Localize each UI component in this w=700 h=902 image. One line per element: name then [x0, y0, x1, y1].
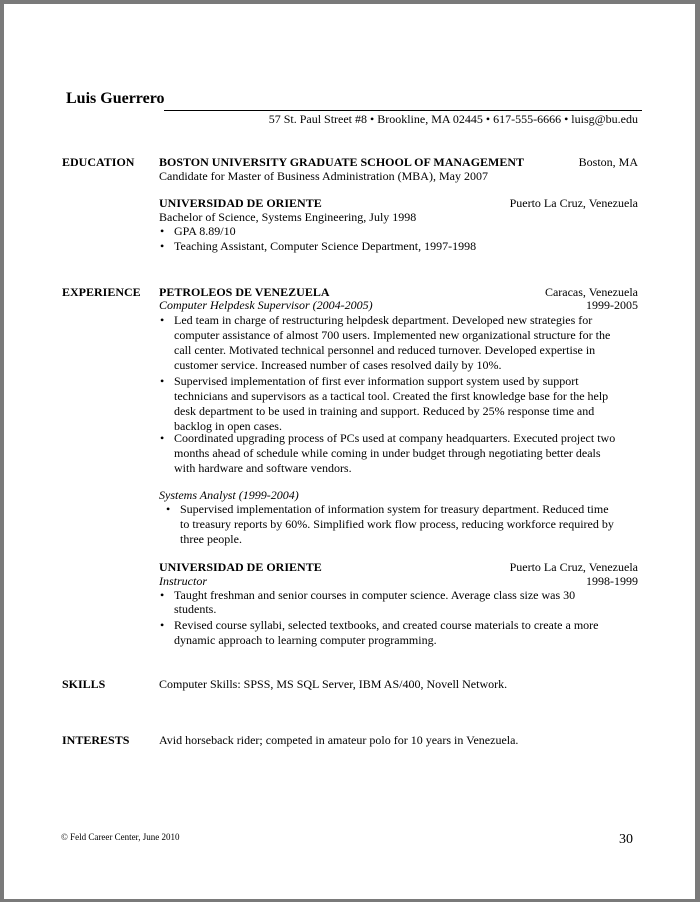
exp-bullet-line: Supervised implementation of first ever information support system used by support — [174, 374, 579, 388]
exp-bullet-line: Revised course syllabi, selected textbooks, and created course materials to create a more — [174, 618, 599, 632]
exp-bullet-line: students. — [174, 602, 217, 616]
edu-bullet-text: GPA 8.89/10 — [174, 224, 236, 238]
bullet: • — [160, 313, 165, 327]
exp-title-3: Instructor — [159, 574, 207, 588]
edu-location-2: Puerto La Cruz, Venezuela — [509, 196, 638, 210]
edu-bullet-text: Teaching Assistant, Computer Science Department, 1997-1998 — [174, 239, 477, 253]
exp-bullet-line: to treasury reports by 60%. Simplified work flow process, reducing workforce required by — [180, 517, 614, 531]
page-number: 30 — [619, 832, 633, 847]
resume-name: Luis Guerrero — [66, 90, 165, 107]
edu-org-2: UNIVERSIDAD DE ORIENTE — [159, 196, 322, 210]
edu-line-2: Bachelor of Science, Systems Engineering, July 1998 — [159, 210, 417, 224]
section-heading-experience: EXPERIENCE — [62, 285, 141, 299]
exp-bullet-line: months ahead of schedule while coming in under budget through negotiating better deals — [174, 446, 601, 460]
edu-location-1: Boston, MA — [578, 155, 638, 169]
exp-org-2: UNIVERSIDAD DE ORIENTE — [159, 560, 322, 574]
exp-bullet-line: with hardware and software vendors. — [174, 461, 352, 475]
bullet: • — [160, 618, 165, 632]
resume-page — [4, 4, 695, 899]
contact-line: 57 St. Paul Street #8 • Brookline, MA 02445 • 617-555-6666 • luisg@bu.edu — [268, 112, 638, 126]
header-rule — [164, 110, 642, 111]
bullet: • — [160, 431, 165, 445]
exp-org-1: PETROLEOS DE VENEZUELA — [159, 285, 330, 299]
exp-bullet-line: technicians and supervisors as a tactical tool. Created the first knowledge base for the help — [174, 389, 609, 403]
footer-copyright: © Feld Career Center, June 2010 — [61, 832, 180, 842]
bullet: • — [160, 239, 165, 253]
interests-text: Avid horseback rider; competed in amateur polo for 10 years in Venezuela. — [159, 733, 519, 747]
exp-bullet-line: Coordinated upgrading process of PCs used at company headquarters. Executed project two — [174, 431, 616, 445]
exp-bullet-line: desk department to be used in training and support. Reduced by 25% response time and — [174, 404, 595, 418]
edu-line-1: Candidate for Master of Business Administration (MBA), May 2007 — [159, 169, 488, 183]
exp-dates-2: 1998-1999 — [586, 574, 638, 588]
section-heading-skills: SKILLS — [62, 677, 106, 691]
exp-bullet-line: Taught freshman and senior courses in computer science. Average class size was 30 — [174, 588, 576, 602]
exp-bullet-line: dynamic approach to learning computer programming. — [174, 633, 437, 647]
exp-bullet-line: Supervised implementation of information system for treasury department. Reduced time — [180, 502, 609, 516]
bullet: • — [160, 374, 165, 388]
exp-title-1: Computer Helpdesk Supervisor (2004-2005) — [159, 298, 373, 312]
bullet: • — [160, 588, 165, 602]
exp-bullet-line: call center. Motivated technical personnel and reduced turnover. Developed expertise in — [174, 343, 596, 357]
bullet: • — [160, 224, 165, 238]
edu-org-1: BOSTON UNIVERSITY GRADUATE SCHOOL OF MANAGEMENT — [159, 155, 525, 169]
exp-bullet-line: customer service. Increased number of cases resolved daily by 10%. — [174, 358, 502, 372]
exp-location-1: Caracas, Venezuela — [544, 285, 638, 299]
skills-text: Computer Skills: SPSS, MS SQL Server, IBM AS/400, Novell Network. — [159, 677, 508, 691]
exp-location-2: Puerto La Cruz, Venezuela — [509, 560, 638, 574]
exp-dates-1: 1999-2005 — [586, 298, 638, 312]
exp-bullet-line: three people. — [180, 532, 242, 546]
bullet: • — [166, 502, 171, 516]
exp-bullet-line: Led team in charge of restructuring helpdesk department. Developed new strategies for — [174, 313, 593, 327]
section-heading-education: EDUCATION — [62, 155, 135, 169]
exp-bullet-line: backlog in open cases. — [174, 419, 282, 433]
section-heading-interests: INTERESTS — [62, 733, 130, 747]
exp-title-2: Systems Analyst (1999-2004) — [159, 488, 299, 502]
exp-bullet-line: computer assistance of almost 700 users. Implemented new organizational structure for the — [174, 328, 611, 342]
